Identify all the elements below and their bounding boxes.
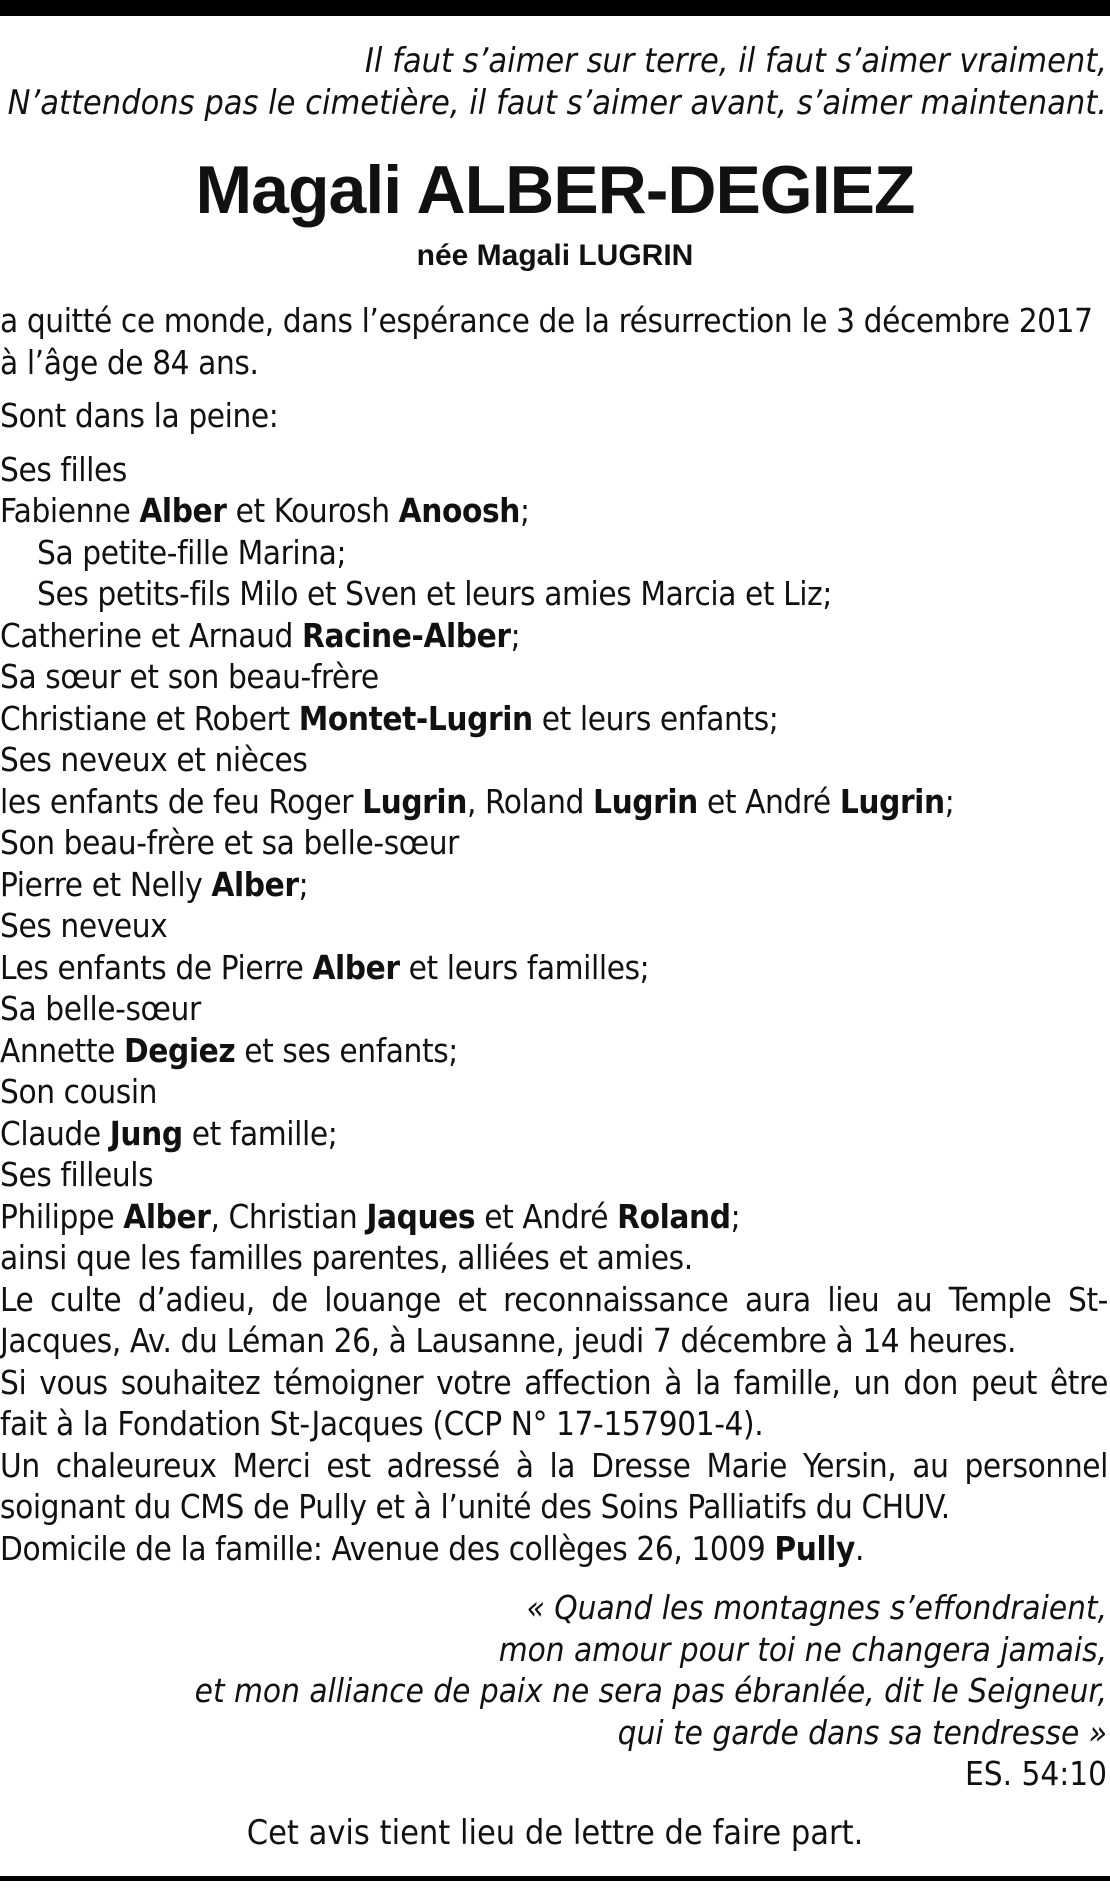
family-entry: Catherine et Arnaud Racine-Alber; bbox=[0, 615, 521, 655]
epigraph-line: N’attendons pas le cimetière, il faut s’aimer avant, s’aimer maintenant. bbox=[7, 83, 1107, 123]
family-label: Ses filleuls bbox=[0, 1155, 154, 1194]
service-details: Le culte d’adieu, de louange et reconnaissance aura lieu au Temple St-Jacques, Av. du Léman 26, à Lausanne, jeudi 7 décembre à 14 heures. bbox=[0, 1279, 1108, 1360]
family-label: Son cousin bbox=[0, 1072, 158, 1111]
family-label: Son beau-frère et sa belle-sœur bbox=[0, 823, 459, 862]
family-entry: Ses petits-fils Milo et Sven et leurs amies Marcia et Liz; bbox=[37, 574, 832, 613]
thanks-text: Un chaleureux Merci est adressé à la Dresse Marie Yersin, au personnel soignant du CMS de Pully et à l’unité des Soins Palliatifs du CHUV. bbox=[0, 1445, 1108, 1526]
quote-line: « Quand les montagnes s’effondraient, bbox=[526, 1588, 1107, 1627]
family-entry: Fabienne Alber et Kourosh Anoosh; bbox=[0, 491, 530, 530]
mourners-intro: Sont dans la peine: bbox=[0, 396, 279, 435]
family-entry: les enfants de feu Roger Lugrin, Roland Lugrin et André Lugrin; bbox=[0, 781, 955, 821]
family-entry: Sa petite-fille Marina; bbox=[37, 532, 347, 572]
footer-note: Cet avis tient lieu de lettre de faire part. bbox=[246, 1813, 864, 1853]
epigraph bbox=[0, 40, 1107, 124]
family-entry: Christiane et Robert Montet-Lugrin et leurs enfants; bbox=[0, 698, 779, 738]
family-label: Ses neveux bbox=[0, 906, 168, 945]
family-label: Ses filles bbox=[0, 449, 127, 489]
quote-line: et mon alliance de paix ne sera pas ébranlée, dit le Seigneur, bbox=[194, 1671, 1107, 1710]
bottom-rule bbox=[0, 1876, 1110, 1881]
family-entry: Pierre et Nelly Alber; bbox=[0, 864, 309, 904]
family-entry: Claude Jung et famille; bbox=[0, 1113, 338, 1153]
quote-line: mon amour pour toi ne changera jamais, bbox=[498, 1629, 1107, 1669]
family-label: Sa sœur et son beau-frère bbox=[0, 657, 379, 696]
quote-reference: ES. 54:10 bbox=[964, 1754, 1107, 1793]
scripture-quote bbox=[0, 1587, 1107, 1795]
announcement-body bbox=[0, 300, 1108, 1569]
deceased-name: Magali ALBER-DEGIEZ bbox=[195, 152, 915, 228]
family-entry: Les enfants de Pierre Alber et leurs familles; bbox=[0, 947, 650, 987]
family-label: Ses neveux et nièces bbox=[0, 740, 308, 779]
quote-line: qui te garde dans sa tendresse » bbox=[617, 1712, 1107, 1752]
family-label: Sa belle-sœur bbox=[0, 989, 201, 1028]
top-rule bbox=[0, 0, 1110, 16]
donation-details: Si vous souhaitez témoigner votre affection à la famille, un don peut être fait à la Fondation St-Jacques (CCP N° 17-157901-4). bbox=[0, 1362, 1108, 1443]
announcement-line: a quitté ce monde, dans l’espérance de la résurrection le 3 décembre 2017 bbox=[0, 301, 1093, 340]
family-entry: Philippe Alber, Christian Jaques et André Roland; bbox=[0, 1196, 741, 1236]
epigraph-line: Il faut s’aimer sur terre, il faut s’aimer vraiment, bbox=[364, 41, 1107, 81]
announcement-line: à l’âge de 84 ans. bbox=[0, 342, 259, 382]
maiden-name: née Magali LUGRIN bbox=[416, 239, 694, 272]
family-domicile: Domicile de la famille: Avenue des collèges 26, 1009 Pully. bbox=[0, 1528, 865, 1568]
family-entry: Annette Degiez et ses enfants; bbox=[0, 1030, 458, 1070]
family-closing: ainsi que les familles parentes, alliées et amies. bbox=[0, 1238, 693, 1277]
